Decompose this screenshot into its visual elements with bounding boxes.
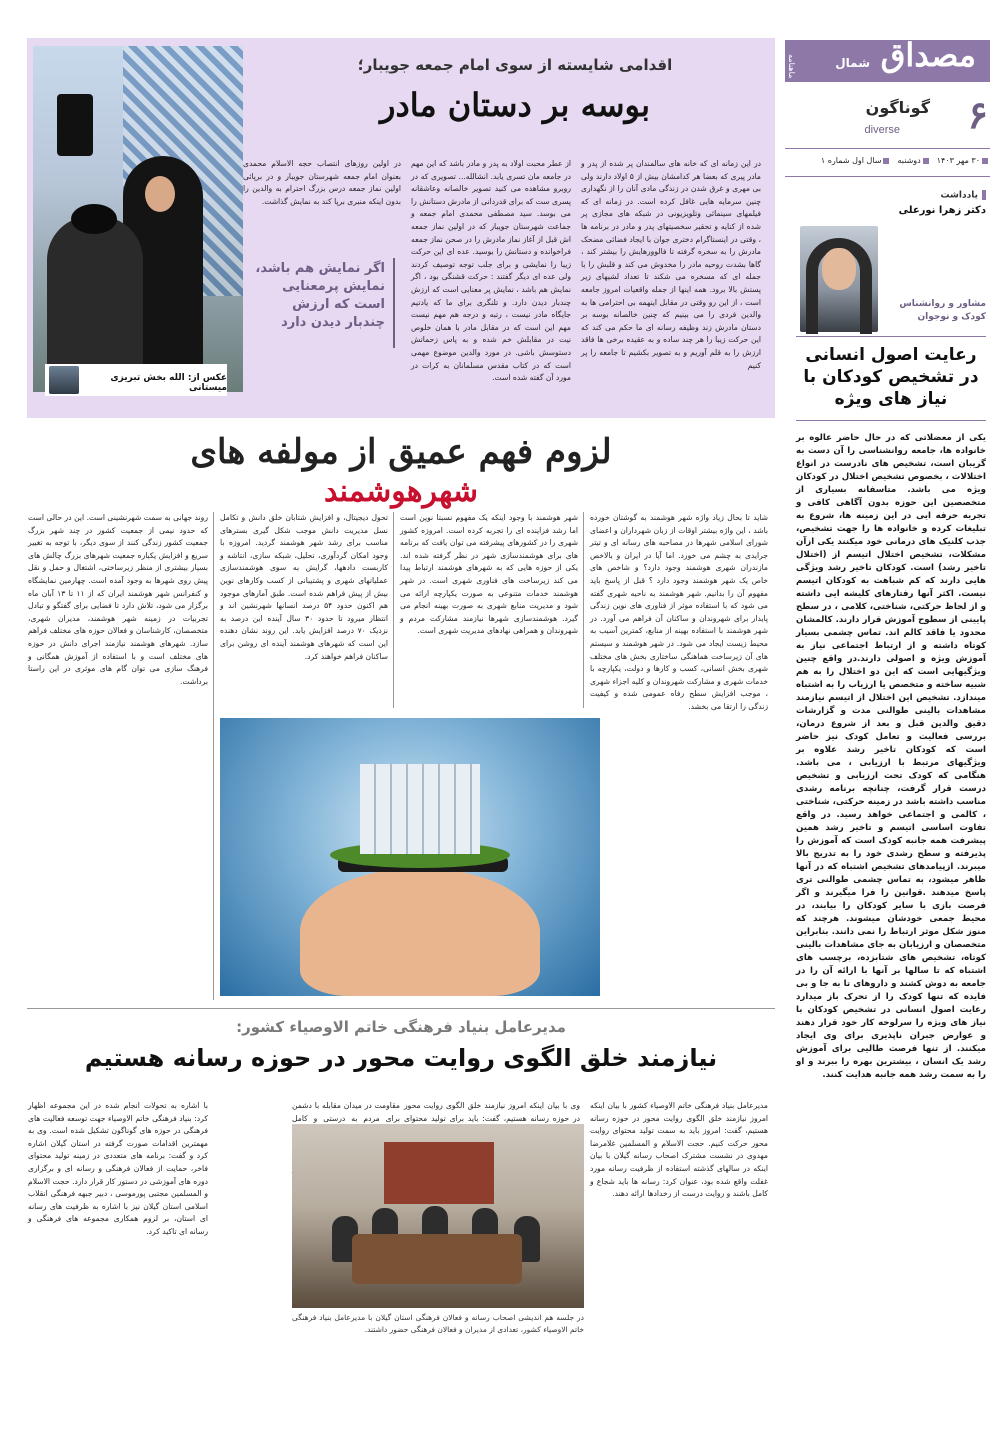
note-label: یادداشت (941, 190, 986, 201)
column-divider (213, 512, 214, 1000)
column-divider (393, 512, 394, 708)
header-rule (785, 148, 990, 149)
section-title: گوناگون (865, 98, 930, 117)
bottom-column-lead: مقاومت در میدان مقابله با دشمن برای مردم به درستی و کامل (292, 1101, 400, 1123)
logo: مصداق (880, 36, 976, 74)
logo-monthly: ماهنامه (787, 54, 796, 79)
middle-column: تحول دیجیتال، و افزایش شتابان خلق دانش و تکامل نسل مدیریت دانش موجب شکل گیری بسترهای مناسب برای رشد شهر هوشمند گردید. امروزه با وجود امکان گردآوری، تحلیل، شبکه سازی، انتاشه و کاربست دادهها، گرایش به سوی هوشمندسازی عملیاتهای شهری و پشتیبانی از کسب وکارهای نوین بیش از پیش فراهم شده است. طبق آمارهای موجود هم اکنون حدود ۵۴ درصد انسانها شهرنشین اند و انتظار میرود تا حدود ۳۰ سال آینده این درصد به نزدیک ۷۰ درصد افزایش یابد. این روند نشان دهنده این است که شهرهای هوشمند آینده ای روشن برای ساکنان فراهم خواهند کرد. (220, 513, 389, 661)
photo-credit: عکس از: الله بخش تبریزی میستانی (110, 373, 227, 393)
middle-title-accent: شهرهوشمند (323, 474, 479, 509)
photographer-avatar (49, 366, 79, 394)
note-author: دکتر زهرا نورعلی (898, 205, 986, 216)
bottom-column: مدیرعامل بنیاد فرهنگی خاتم الاوصیاء کشور با بیان اینکه امروز نیازمند خلق الگوی روایت محور در حوزه رسانه هستیم، گفت: امروز باید به سمت تولید محتوای روایت محور حرکت کنیم. حجت الاسلام و المسلمین غلامرضا مهدوی در نشست مشترک اصحاب رسانه گیلان با بیان اینکه در سالهای گذشته استفاده از ظرفیت رسانه مورد غفلت واقع شده بود، عنوان کرد: رسانه ها باید شجاع و کامل باشند و روایت درست از رخدادها ارائه دهند. (590, 1101, 768, 1199)
issue-number: سال اول شماره ۱ (820, 156, 882, 165)
smart-city-image (220, 718, 600, 996)
feature-title: بوسه بر دستان مادر (380, 86, 650, 124)
meeting-photo (292, 1124, 584, 1308)
bottom-title: نیازمند خلق الگوی روایت محور در حوزه رسانه هستیم (84, 1044, 718, 1072)
masthead (785, 36, 990, 82)
feature-box (27, 38, 775, 418)
bottom-column: با اشاره به تحولات انجام شده در این مجموعه اظهار کرد: بنیاد فرهنگی خاتم الاوصیاء جهت توسعه فعالیت های فرهنگی در حوزه های گوناگون تشکیل شده است. وی به مهمترین اقدامات صورت گرفته در استان گیلان اشاره کرد و گفت: برنامه های متعددی در زمینه تولید محتوای فاخر، حمایت از فعالان فرهنگی و رسانه ای و برگزاری دوره های آموزشی در دستور کار قرار دارد. حجت الاسلام و المسلمین مجتبی پورموسی ، دبیر جبهه فرهنگی انقلاب اسلامی استان گیلان نیز با اشاره به ظرفیت های رسانه ای استان، بر لزوم همکاری مجموعه های فرهنگی و رسانه ای تاکید کرد. (28, 1101, 208, 1236)
author-photo (800, 226, 878, 332)
issue-weekday: دوشنبه (897, 156, 921, 165)
feature-column: از عطر محبت اولاد به پدر و مادر باشد که این مهم در جامعه مان تسری یابد. انشالله... تصویری که در روبرو مشاهده می کنید تصویر خالصانه وعاشقانه پسری ست که برای قدردانی از مادرش دستانش را می بوسد. سید مصطفی محمدی امام جمعه و جماعت شهرستان جویبار که در اولین نماز جمعه اش قبل از آغاز نماز مادرش را در صحن نماز جمعه فراخوانده و دستانش را بوسید. عده ای این حرکت زیبا را نمایشی و برای جلب توجه توصیف کردند ولی عده ای دیگر گفتند : حرکت قشنگی بود ، اگر نمایش هم باشد ، نمایش پر معنایی است که ارزش چندبار دیدن دارد. و تلنگری برای ما که یادتیم جایگاه مادر نیست ، رتبه و درجه هم مهم نیست مهم این است که در مقابل مادر با همان خلوص نیت در مقابلش خم شده و به پاس زحماتش دستوسش باشی. در مورد والدین موضوع مهمی است که در کتاب مقدس مسلمانان به کرات در مورد آن گفته شده است. (411, 159, 571, 383)
logo-region: شمال (835, 56, 870, 70)
square-icon (883, 158, 889, 164)
issue-date: ۳۰ مهر ۱۴۰۳ (936, 156, 980, 165)
photo-caption: در جلسه هم اندیشی اصحاب رسانه و فعالان فرهنگی استان گیلان با مدیرعامل بنیاد فرهنگی خاتم الاوصیاء کشور، تعدادی از مدیران و فعالان فرهنگی حضور داشتند. (292, 1313, 584, 1334)
feature-kicker: اقدامی شایسته از سوی امام جمعه جویبار؛ (357, 56, 673, 74)
note-rule (796, 336, 986, 337)
photo-credit-box (45, 364, 227, 396)
page-number: ۶ (967, 92, 988, 137)
square-icon (923, 158, 929, 164)
middle-title: لزوم فهم عمیق از مولفه های (190, 432, 612, 472)
note-headline: رعایت اصول انسانی در تشخیص کودکان با نیاز های ویژه (803, 345, 979, 409)
issue-line (785, 156, 990, 165)
feature-photo (33, 46, 243, 392)
bottom-kicker: مدیرعامل بنیاد فرهنگی خاتم الاوصیاء کشور: (236, 1018, 566, 1036)
bottom-column-lead: وی با بیان اینکه امروز نیازمند خلق الگوی روایت محور در حوزه رسانه هستیم، گفت: باید برای تولید محتوای (404, 1101, 580, 1123)
pull-quote: اگر نمایش هم باشد، نمایش پرمعنایی است که ارزش چندبار دیدن دارد (255, 261, 385, 330)
middle-column: شهر هوشمند با وجود اینکه یک مفهوم نسبتا نوین است اما رشد فزاینده ای را تجربه کرده است. امروزه کشور شهری را در کشورهای پیشرفته می توان یافت که برنامه های برای هوشمندسازی شهر در نظر گرفته شده اند. یکی از حوزه هایی که به شهرهای هوشمند ارتباط پیدا می کند زیرساخت های فناوری شهری است. در شهر هوشمند خدمات متنوعی به صورت یکپارچه ارائه می شود و مدیریت منابع شهری به صورت بهینه انجام می گیرد. هوشمندسازی شهرها نیازمند مشارکت مردم و شهروندان و همراهی نهادهای مدیریت شهری است. (400, 513, 578, 636)
column-divider (583, 512, 584, 708)
note-body: یکی از معضلاتی که در حال حاضر عالوه بر خانواده ها، جامعه روانشناسی را آن دست به گریبان است، تشخیص های نادرست در انواع اختلالات ، بخصوص تشخیص اختلال در کودکان ویژه می باشد. متاسفانه بسیاری از متخصصین این حوزه بدون آگاهی کافی و تجربه حرفه ایی در این زمینه ها، شروع به تبلیغات کرده و خانواده ها را جهت تشخیص، جذب کلنیک های درمانی خود میکنند یکی ازآن مشکلات، تشخیص اختلال اتیسم از (اختلال تاخیر رشد) است. کودکان تاخیر رشد ویژگی هایی دارند که کم شباهت به کودکان اتیسم نیست. اکثر آنها رفتارهای کلیشه ایی داشته و از لحاظ حرکتی، شناختی، کلامی ، در سطح پایینی از سطوح آموزش قرار دارند. کالمشان محدود یا فاقد کالم اند. تماس چشمی بسیار کوتاه داشته و از ارتباط اجتماعی نیاز به آموزش ویژه و اصولی دارند.در واقع چنین ویژگیهایی است که این دو اختلال را به هم شبیه ساخته و متخصص یا ارزیاب را به اشتباه میندازد. تشخیص این اختلال از اتیسم نیازمند مشاهدات بالینی طوالنی مدت و گزارشات دقیق والدین قبل و بعد از شروع درمان، بررسی فعالیت و تعامل کودک نیز حاضر است که کودکان تاخیر رشد علاوه بر ویژگیهای مرتبط با ارزیابی ، می باشد. هنگامی که کودک تحت ارزیابی و تشخیص درست قرار گرفت، چنانچه برنامه رشدی مناسب داشته باشد در زمینه حرکتی، شناختی ، کالمی و اجتماعی خواهد رسید. در واقع تفاوت اساسی اتیسم و تاخیر رشد همین پیشرفت همه جانبه کودک است که آموزش را پذیرفته و سطح رشدی خود را به تدریج بالا میبرند. ازپیامدهای تشخیص اشتباه که در آنها ظاهر میشود، به تماس چشمی طوالنی تری پاسخ میدهند .قوانین را فرا میگیرند و اگر فرصت بازی با سایر کودکان را بیابند، در محیط جمعی خودشان میشوند. هرچند که منوز شکل موثر ارتباط را نمی دانند. بنابراین متخصصان و ارزیابان به جای مشاهدات بالینی کوتاه، تشخیص های شتابزده، برچسب های اشتباه که تا سالها بر آنها با ارائه آن را در جامعه به دوش کشند و داروهای تا به جا و بی فایده که تنها کودک را از تحرک باز میدارد رعایت اصول انسانی در تشخیص کودکان با نیاز های ویژه را سرلوحه کار خود قرار دهند و عوارض جبران ناپذیری برای وی ایجاد میکنند. از تنها فرصت طالیی برای آموزش رشد یک انسان ، بیشترین بهره را ببرند و او را به سمت رشد همه جانبه هدایت کنند. (796, 433, 986, 1080)
middle-column: شاید تا بحال زیاد واژه شهر هوشمند به گوشتان خورده باشد ، این واژه بیشتر اوقات از زبان شهرداران و اعضای شورای اسلامی شهرها در مصاحبه های رسانه ای و تیتر جرایدی به چشم می خورد. اما آیا در ایران و بالاخص مازندران شهری هوشمند وجود دارد؟ و شاخص های خاص یک شهر هوشمند وجود دارد ؟ قبل از پاسخ باید مفهوم آن را بدانیم. شهر هوشمند به ناحیه شهری گفته می شود که با استفاده موثر از فناوری های نوین زندگی پایدار برای شهروندان و ساکنان آن فراهم می آورد. در شهر هوشمند با استفاده بهینه از منابع، کمترین آسیب به محیط زیست ایجاد می شود. در شهر هوشمند و سیستم های آن زیرساخت هماهنگی ساختاری بخش های مختلف شهری بخش انسانی، کسب و کارها و دولت، یکپارچه با خدمات شهری و مشارکت شهروندان و کلیه اجزاء شهری ، موجب افزایش سطح رفاه عمومی شده و کیفیت زندگی را ارتقا می بخشد. (590, 513, 768, 711)
header-rule (785, 176, 990, 177)
square-icon (982, 158, 988, 164)
feature-column: در اولین روزهای انتصاب حجه الاسلام محمدی بعنوان امام جمعه شهرستان جویبار و در برپائی اولین نماز جمعه درس بزرگ احترام به والدین را بدون اینکه منبری برپا کند به نمایش گذاشت. (243, 159, 401, 206)
author-role: مشاور و روانشناس کودک و نوجوان (899, 299, 986, 322)
middle-column: روند جهانی به سمت شهرنشینی است. این در حالی است که حدود نیمی از جمعیت کشور در چند شهر بزرگ جمعیت کشور زندگی کنند از سوی دیگر، با توجه به تغییر سریع و افزایش یکباره جمعیت شهرهای بزرگ چالش های بسیار بیشتری از منظر زیرساختی، اشتغال و حمل و نقل پیش روی شهرها به وجود آمده است. چهارمین نمایشگاه و کنفرانس شهر هوشمند ایران که از ۱۱ تا ۱۳ آبان ماه برگزار می شود، تلاش دارد تا فضایی برای گفتگو و تبادل تجربیات در زمینه شهر هوشمند، مدیران شهری، متخصصان، کارشناسان و فعالان حوزه های مختلف فراهم سازد. شهرهای هوشمند نیازمند اجرای دانش در حوزه های مختلف است و با استفاده از آموزش همگانی و فرهنگ سازی می توان گام های موثری در این راستا برداشت. (28, 513, 208, 686)
section-subtitle: diverse (864, 124, 900, 136)
section-rule (27, 1008, 775, 1009)
quote-bar (393, 258, 395, 348)
note-rule (796, 420, 986, 421)
feature-column: در این زمانه ای که خانه های سالمندان پر شده از پدر و مادر پیری که بعضا هر کدامشان بیش از ۵ اولاد دارند ولی بی مهری و غرق شدن در زندگی مادی آنان را از نگهداری چنین سرمایه هایی غافل کرده است. در زمانه ای که فیلمهای سینمائی وتلویزیونی در شبکه های مجازی پر شده از کنایه و تحقیر سخصیتهای پدر و مادر در برنامه ها ، وقتی در اینستاگرام دختری جوان با ایجاد فضائی مضحک مادرش را به سخره گرفته تا فالوورهایش را بیشتر کند ، گاها بشدت روحیه مادر را مخدوش می کند و قلبش را با جمله ای که مسخره می شکند تا تعداد لشیهای زیر پستش بالا برود. همه اینها از جمله واقعیات امروز جامعه است ، از این رو وقتی در مقابل اینهمه بی احترامی ها به والدین فردی را می بینیم که چنین خالصانه بوسه بر دستان مادرش زند وظیفه رسانه ای ما حکم می کند که این حرکت زیبا را هر چند ساده و به عقیده برخی ها فاقد ارزش را به قلم آوریم و به تصویر بکشیم تا جامعه را پر کنیم (581, 159, 761, 370)
